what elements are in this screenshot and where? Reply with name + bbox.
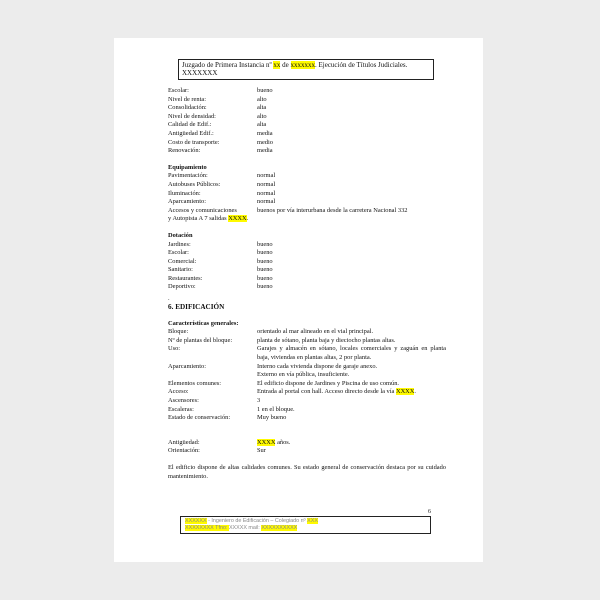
header-highlight: xxxxxxx	[290, 61, 315, 69]
row-value: bueno	[257, 283, 273, 291]
row-value: orientado al mar alineado en el vial principal.	[257, 328, 374, 336]
socio-row	[168, 130, 446, 139]
row-value: 3	[257, 397, 261, 404]
row-label: Pavimentación:	[168, 172, 208, 180]
row-value: Garajes y almacén en sótano, locales comerciales y zaguán en planta baja, viviendas en plantas altas, 2 por planta.	[257, 345, 446, 362]
row-value: alta	[257, 121, 267, 129]
row-value: bueno	[257, 257, 273, 265]
accesos-highlight: XXXX	[228, 215, 247, 223]
row-value: alto	[257, 95, 267, 103]
row-label: Renovación:	[168, 147, 201, 155]
acceso-text: Entrada al portal con hall. Acceso directo desde la vía	[257, 388, 396, 396]
dotacion-row	[168, 241, 446, 250]
accesos-text: y Autopista A 7 salidas	[168, 215, 229, 223]
estado-row	[168, 414, 446, 423]
row-value: normal	[257, 189, 276, 197]
socio-economic-section	[168, 87, 446, 481]
socio-row	[168, 87, 446, 96]
socio-row	[168, 139, 446, 148]
footer-text: - Ingeniero de Edificación – Colegiado nº	[206, 518, 308, 524]
row-label: Escolar:	[168, 249, 189, 257]
footer-line-2	[185, 525, 426, 532]
bloque-row	[168, 328, 446, 337]
row-label: Jardines:	[168, 240, 191, 248]
equipamiento-row	[168, 172, 446, 181]
aparcamiento-row-2	[168, 371, 446, 380]
row-value: Sur	[257, 447, 266, 455]
row-label: Deportivo:	[168, 283, 196, 291]
equipamiento-title: Equipamiento	[168, 163, 207, 171]
escaleras-row	[168, 406, 446, 415]
dotacion-row	[168, 266, 446, 275]
row-value: El edificio dispone de Jardines y Piscina de uso común.	[257, 379, 399, 387]
row-label: Nº de plantas del bloque:	[168, 336, 233, 344]
accesos-label: Accesos y comunicaciones	[168, 206, 237, 214]
dotacion-row	[168, 249, 446, 258]
row-value: alto	[257, 112, 267, 120]
row-label: Aparcamiento:	[168, 362, 206, 370]
row-value: 1 en el bloque.	[257, 405, 295, 413]
row-label: Comercial:	[168, 257, 197, 265]
header-highlight: xx	[273, 61, 281, 69]
elementos-comunes-row	[168, 380, 446, 389]
footer-line-1	[185, 518, 426, 525]
row-label: Estado de conservación:	[168, 414, 231, 422]
row-label: Antigüedad Edif.:	[168, 129, 214, 137]
row-label: Aparcamiento:	[168, 198, 206, 206]
acceso-row	[168, 388, 446, 397]
socio-row	[168, 96, 446, 105]
antiguedad-highlight: XXXX	[257, 438, 276, 446]
summary-paragraph: El edificio dispone de altas calidades comunes. Su estado general de conservación destaca por su cuidado mantenimiento.	[168, 463, 446, 480]
row-label: Autobuses Públicos:	[168, 180, 221, 188]
antiguedad-row	[168, 439, 446, 448]
header-text: de	[280, 61, 291, 69]
row-value: bueno	[257, 87, 273, 94]
footer-highlight: XXXXXXXX Tfno:	[185, 525, 229, 531]
row-label: Escaleras:	[168, 405, 194, 413]
header-text: . Ejecución de Títulos Judiciales.	[315, 61, 408, 69]
uso-row	[168, 345, 446, 362]
row-value	[257, 439, 446, 448]
row-value: media	[257, 147, 273, 155]
section-6-title: 6. EDIFICACIÓN	[168, 303, 225, 312]
row-label: Iluminación:	[168, 189, 201, 197]
dotacion-row	[168, 258, 446, 267]
aparcamiento-row	[168, 363, 446, 372]
row-label: Nivel de renta:	[168, 95, 206, 103]
document-footer	[180, 516, 431, 534]
row-value: Externo en vía pública, insuficiente.	[257, 371, 350, 379]
row-label: Costo de transporte:	[168, 138, 220, 146]
row-value: normal	[257, 198, 276, 206]
row-label: Consolidación:	[168, 104, 207, 112]
row-label: Ascensores:	[168, 397, 199, 404]
row-label: Nivel de densidad:	[168, 112, 216, 120]
dotacion-title: Dotación	[168, 231, 193, 239]
row-label: Orientación:	[168, 447, 200, 455]
socio-row	[168, 121, 446, 130]
equipamiento-row	[168, 198, 446, 207]
footer-highlight: XXXXXX	[185, 518, 207, 524]
row-value: Interno cada vivienda dispone de garaje anexo.	[257, 362, 378, 370]
dot-marker: .	[168, 295, 170, 303]
footer-text: XXXXX mail:	[228, 525, 262, 531]
ascensores-row	[168, 397, 446, 406]
row-label: Antigüedad:	[168, 438, 200, 446]
row-value: normal	[257, 180, 276, 188]
row-value: normal	[257, 172, 276, 180]
header-text: Juzgado de Primera Instancia nº	[182, 61, 274, 69]
row-value: bueno	[257, 240, 273, 248]
row-label: Calidad de Edif.:	[168, 121, 212, 129]
row-label: Elementos comunes:	[168, 379, 222, 387]
row-value: medio	[257, 138, 273, 146]
equipamiento-row	[168, 181, 446, 190]
row-value: planta de sótano, planta baja y dieciocho plantas altas.	[257, 336, 396, 344]
row-label: Restaurantes:	[168, 274, 203, 282]
row-label: Bloque:	[168, 328, 189, 336]
dotacion-row	[168, 283, 446, 292]
header-line-2: XXXXXXX	[182, 69, 218, 77]
row-label: Uso:	[168, 345, 181, 353]
dotacion-row	[168, 275, 446, 284]
footer-highlight: XXX	[307, 518, 318, 524]
row-label: Acceso:	[168, 388, 189, 396]
footer-highlight: XXXXXXXXXX	[261, 525, 298, 531]
socio-row	[168, 147, 446, 156]
accesos-value: buenos por vía interurbana desde la carretera Nacional 332	[257, 206, 408, 214]
row-value	[257, 388, 446, 397]
page-number: 6	[428, 509, 431, 515]
accesos-line-2	[168, 215, 446, 224]
caracteristicas-title: Características generales:	[168, 319, 239, 327]
row-value: bueno	[257, 266, 273, 274]
socio-row	[168, 104, 446, 113]
row-label: Escolar:	[168, 87, 189, 94]
row-value: bueno	[257, 274, 273, 282]
row-value: media	[257, 129, 273, 137]
row-value: Muy bueno	[257, 414, 287, 422]
antiguedad-text: años.	[275, 438, 291, 446]
accesos-row	[168, 207, 446, 216]
document-page	[114, 38, 483, 562]
equipamiento-row	[168, 190, 446, 199]
row-value: bueno	[257, 249, 273, 257]
orientacion-row	[168, 447, 446, 456]
row-label: Sanitario:	[168, 266, 193, 274]
row-value: alta	[257, 104, 267, 112]
acceso-end: .	[414, 388, 417, 396]
accesos-end: .	[246, 215, 249, 223]
document-header	[178, 59, 434, 80]
header-line-1	[182, 61, 430, 69]
acceso-highlight: XXXX	[395, 388, 415, 396]
socio-row	[168, 113, 446, 122]
plantas-row	[168, 337, 446, 346]
